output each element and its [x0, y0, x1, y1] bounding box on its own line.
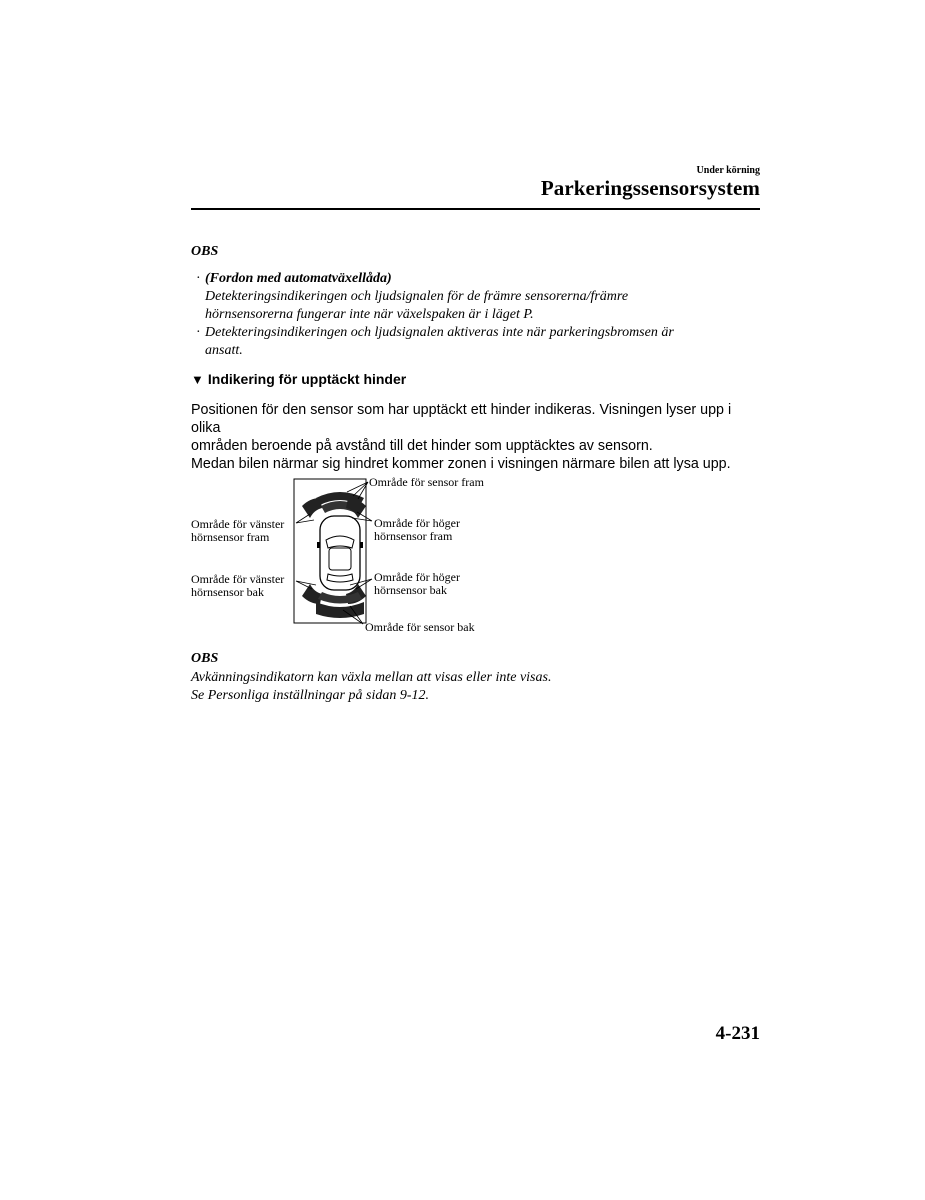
- note-line: Avkänningsindikatorn kan växla mellan att visas eller inte visas.: [191, 670, 552, 685]
- label-rear-right-corner: [374, 571, 460, 597]
- bullet-line: ansatt.: [205, 343, 243, 358]
- note-line: Se Personliga inställningar på sidan 9-12.: [191, 688, 429, 703]
- paragraph-line: Medan bilen närmar sig hindret kommer zonen i visningen närmare bilen att lysa upp.: [191, 456, 731, 472]
- section-heading-text: Indikering för upptäckt hinder: [207, 371, 407, 387]
- page-title: Parkeringssensorsystem: [540, 176, 760, 200]
- label-line: Område för vänster: [191, 572, 285, 586]
- section-paragraph: [191, 401, 761, 473]
- title-rule: [191, 208, 760, 210]
- note-bullet: [196, 324, 756, 360]
- paragraph-line: Positionen för den sensor som har upptäckt ett hinder indikeras. Visningen lyser upp i olika: [191, 402, 732, 436]
- label-line: Område för höger: [374, 570, 460, 584]
- label-front-left-corner: [191, 518, 284, 544]
- triangle-down-icon: ▼: [191, 372, 204, 387]
- front-right-leader: [352, 512, 372, 521]
- rear-right-leader: [350, 579, 372, 589]
- label-line: Område för vänster: [191, 517, 285, 531]
- note-text: [191, 669, 551, 705]
- bullet-title: (Fordon med automatväxellåda): [205, 271, 392, 286]
- bullet-line: Detekteringsindikeringen och ljudsignalen för de främre sensorerna/främre: [205, 289, 629, 304]
- note-bullets: [196, 270, 756, 360]
- bullet-line: hörnsensorerna fungerar inte när växelspaken är i läget P.: [205, 307, 534, 322]
- rear-leader: [343, 606, 363, 624]
- diagram-leader-lines: [291, 470, 381, 630]
- label-rear-left-corner: [191, 573, 284, 599]
- note-heading: OBS: [191, 244, 219, 259]
- label-line: hörnsensor fram: [374, 529, 453, 543]
- bullet-line: Detekteringsindikeringen och ljudsignalen aktiveras inte när parkeringsbromsen är: [205, 325, 674, 340]
- label-rear-sensor: Område för sensor bak: [365, 620, 475, 634]
- label-line: hörnsensor fram: [191, 530, 270, 544]
- label-front-right-corner: [374, 517, 460, 543]
- note-heading: OBS: [191, 651, 219, 666]
- label-line: hörnsensor bak: [374, 583, 447, 597]
- front-leader: [347, 482, 368, 499]
- label-front-sensor: Område för sensor fram: [369, 475, 484, 489]
- bullet-marker: ·: [196, 271, 201, 286]
- section-heading: [191, 371, 406, 387]
- label-line: Område för höger: [374, 516, 460, 530]
- section-label: Under körning: [696, 165, 760, 176]
- label-line: hörnsensor bak: [191, 585, 264, 599]
- rear-left-leader: [296, 581, 316, 589]
- front-left-leader: [296, 514, 314, 523]
- bullet-marker: ·: [196, 325, 201, 340]
- note-bullet: [196, 270, 756, 324]
- page-number: 4-231: [715, 1023, 760, 1044]
- paragraph-line: områden beroende på avstånd till det hinder som upptäcktes av sensorn.: [191, 438, 653, 454]
